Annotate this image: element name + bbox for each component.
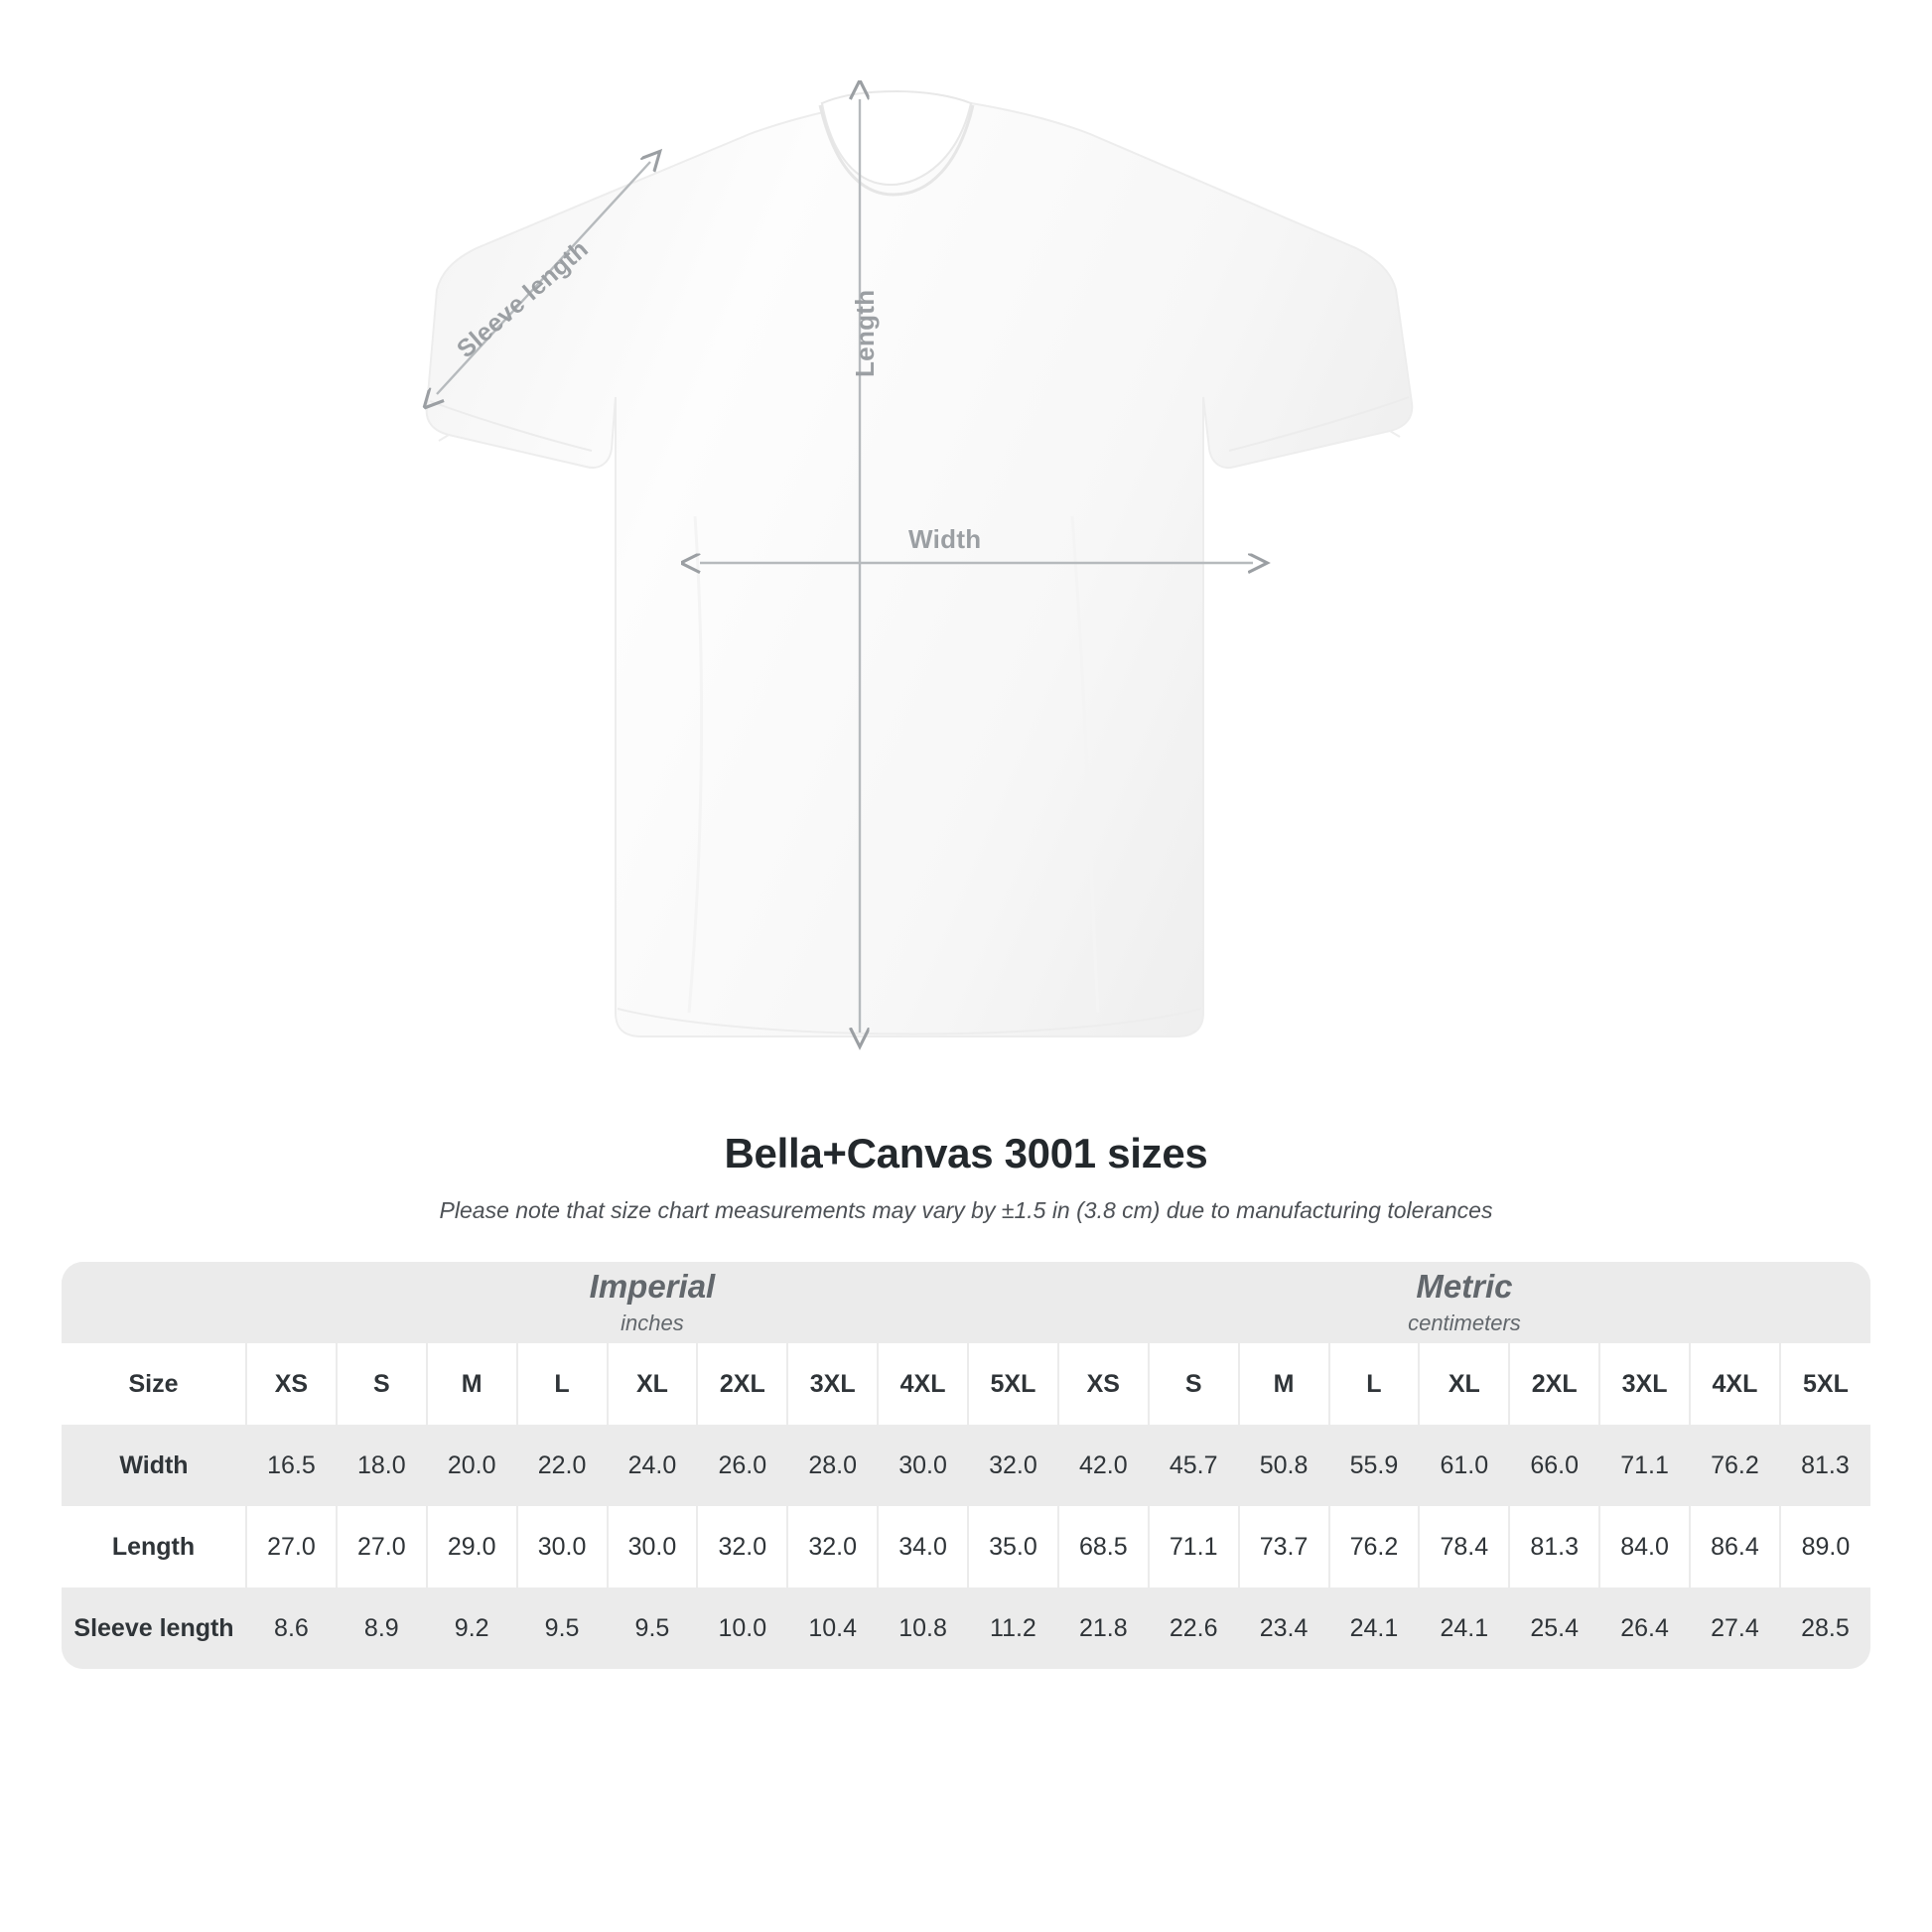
size-header-cell: 3XL — [787, 1343, 878, 1425]
size-header-cell: M — [427, 1343, 517, 1425]
table-cell: 71.1 — [1149, 1506, 1239, 1587]
row-label-width: Width — [62, 1425, 246, 1506]
size-header-cell: L — [1329, 1343, 1420, 1425]
size-header-cell: 5XL — [968, 1343, 1058, 1425]
table-cell: 11.2 — [968, 1587, 1058, 1669]
table-cell: 27.0 — [246, 1506, 337, 1587]
table-cell: 24.0 — [608, 1425, 698, 1506]
size-header-cell: 5XL — [1780, 1343, 1870, 1425]
table-cell: 29.0 — [427, 1506, 517, 1587]
table-cell: 26.4 — [1599, 1587, 1690, 1669]
table-cell: 76.2 — [1690, 1425, 1780, 1506]
table-cell: 30.0 — [517, 1506, 608, 1587]
table-cell: 30.0 — [878, 1425, 968, 1506]
table-cell: 16.5 — [246, 1425, 337, 1506]
table-cell: 32.0 — [787, 1506, 878, 1587]
table-cell: 32.0 — [968, 1425, 1058, 1506]
unit-group-imperial-unit: inches — [621, 1311, 684, 1336]
size-table-container — [62, 1262, 1870, 1669]
table-row — [62, 1425, 1870, 1506]
table-cell: 50.8 — [1239, 1425, 1329, 1506]
table-cell: 10.0 — [697, 1587, 787, 1669]
unit-group-imperial-name: Imperial — [589, 1267, 716, 1305]
row-label-sleeve-length: Sleeve length — [62, 1587, 246, 1669]
unit-group-metric — [1058, 1262, 1870, 1343]
size-header-cell: 4XL — [1690, 1343, 1780, 1425]
row-label-length: Length — [62, 1506, 246, 1587]
size-header-cell: XS — [246, 1343, 337, 1425]
size-header-label: Size — [62, 1343, 246, 1425]
table-cell: 8.9 — [337, 1587, 427, 1669]
table-cell: 73.7 — [1239, 1506, 1329, 1587]
tolerance-note: Please note that size chart measurements may vary by ±1.5 in (3.8 cm) due to manufacturing tolerances — [439, 1197, 1493, 1223]
table-cell: 68.5 — [1058, 1506, 1149, 1587]
table-cell: 42.0 — [1058, 1425, 1149, 1506]
table-cell: 27.4 — [1690, 1587, 1780, 1669]
length-dimension-label: Length — [850, 289, 880, 377]
table-cell: 18.0 — [337, 1425, 427, 1506]
table-cell: 71.1 — [1599, 1425, 1690, 1506]
table-cell: 61.0 — [1419, 1425, 1509, 1506]
table-cell: 55.9 — [1329, 1425, 1420, 1506]
table-cell: 10.8 — [878, 1587, 968, 1669]
table-cell: 89.0 — [1780, 1506, 1870, 1587]
table-cell: 9.5 — [517, 1587, 608, 1669]
table-cell: 8.6 — [246, 1587, 337, 1669]
table-cell: 23.4 — [1239, 1587, 1329, 1669]
table-cell: 20.0 — [427, 1425, 517, 1506]
unit-group-metric-unit: centimeters — [1408, 1311, 1521, 1336]
table-cell: 78.4 — [1419, 1506, 1509, 1587]
size-header-cell: 4XL — [878, 1343, 968, 1425]
size-header-cell: L — [517, 1343, 608, 1425]
table-cell: 81.3 — [1509, 1506, 1599, 1587]
table-cell: 21.8 — [1058, 1587, 1149, 1669]
size-header-cell: S — [1149, 1343, 1239, 1425]
table-cell: 27.0 — [337, 1506, 427, 1587]
table-cell: 81.3 — [1780, 1425, 1870, 1506]
table-cell: 24.1 — [1419, 1587, 1509, 1669]
unit-group-imperial — [246, 1262, 1058, 1343]
unit-group-row — [62, 1262, 1870, 1343]
size-header-cell: XL — [1419, 1343, 1509, 1425]
size-header-cell: XS — [1058, 1343, 1149, 1425]
table-cell: 84.0 — [1599, 1506, 1690, 1587]
table-cell: 10.4 — [787, 1587, 878, 1669]
table-cell: 45.7 — [1149, 1425, 1239, 1506]
table-cell: 28.0 — [787, 1425, 878, 1506]
size-header-cell: M — [1239, 1343, 1329, 1425]
size-header-cell: 2XL — [1509, 1343, 1599, 1425]
table-cell: 86.4 — [1690, 1506, 1780, 1587]
table-cell: 76.2 — [1329, 1506, 1420, 1587]
table-cell: 24.1 — [1329, 1587, 1420, 1669]
size-header-cell: 2XL — [697, 1343, 787, 1425]
table-cell: 25.4 — [1509, 1587, 1599, 1669]
size-table — [62, 1262, 1870, 1669]
unit-group-metric-name: Metric — [1416, 1267, 1513, 1305]
table-cell: 9.5 — [608, 1587, 698, 1669]
table-cell: 9.2 — [427, 1587, 517, 1669]
table-cell: 32.0 — [697, 1506, 787, 1587]
page-title: Bella+Canvas 3001 sizes — [724, 1130, 1208, 1176]
size-header-cell: XL — [608, 1343, 698, 1425]
table-cell: 66.0 — [1509, 1425, 1599, 1506]
table-cell: 28.5 — [1780, 1587, 1870, 1669]
table-cell: 30.0 — [608, 1506, 698, 1587]
unit-group-spacer — [62, 1262, 246, 1343]
size-header-cell: S — [337, 1343, 427, 1425]
table-row — [62, 1587, 1870, 1669]
table-cell: 22.0 — [517, 1425, 608, 1506]
size-header-row — [62, 1343, 1870, 1425]
width-dimension-label: Width — [908, 524, 982, 554]
table-cell: 35.0 — [968, 1506, 1058, 1587]
table-cell: 34.0 — [878, 1506, 968, 1587]
sleeve-length-dimension-label: Sleeve length — [452, 234, 594, 364]
size-header-cell: 3XL — [1599, 1343, 1690, 1425]
table-cell: 26.0 — [697, 1425, 787, 1506]
table-cell: 22.6 — [1149, 1587, 1239, 1669]
table-row — [62, 1506, 1870, 1587]
